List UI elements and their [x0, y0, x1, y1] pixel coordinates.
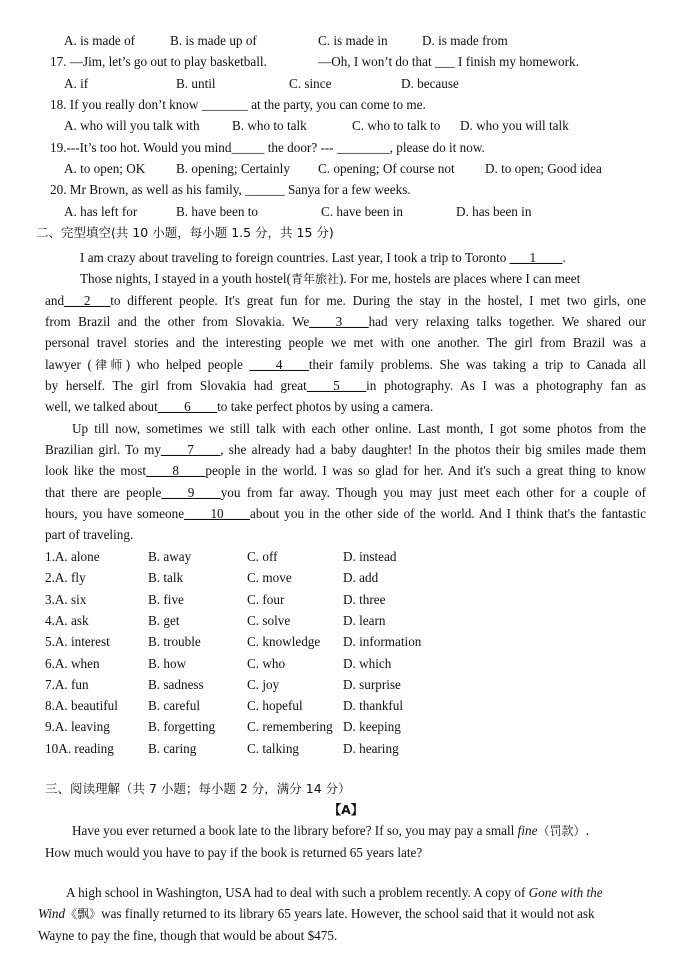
cloze-option-9-a: 9.A. leaving [45, 719, 110, 735]
cloze-option-4-d: D. learn [343, 612, 386, 628]
question-stem: 18. If you really don’t know _______ at the party, you can come to me. [50, 97, 426, 112]
passage-line: lawyer (律师) who helped people ____4____their family problems. She was taking a trip to Canada all [45, 357, 646, 372]
passage-line: Wind《飘》was finally returned to its library 65 years late. However, the school said that it would not ask [38, 906, 595, 921]
cloze-option-7-c: C. joy [247, 676, 280, 692]
option-c: C. have been in [321, 204, 404, 219]
cloze-option-9-c: C. remembering [247, 719, 333, 735]
cloze-option-4-c: C. solve [247, 612, 291, 628]
passage-line: look like the most____8____people in the world. I was so glad for her. And it's such a great thing to know [45, 463, 646, 478]
blank-6: ____6____ [157, 399, 218, 414]
cloze-option-8-b: B. careful [148, 698, 200, 714]
option-a: A. to open; OK [64, 161, 146, 176]
cloze-option-8-a: 8.A. beautiful [45, 698, 118, 714]
cloze-option-10-b: B. caring [148, 740, 197, 756]
cloze-option-8-d: D. thankful [343, 698, 404, 714]
cloze-option-2-d: D. add [343, 570, 379, 586]
cloze-option-10-c: C. talking [247, 740, 300, 756]
passage-line: Wayne to pay the fine, though that would be about $475. [38, 928, 338, 943]
cloze-option-3-d: D. three [343, 591, 386, 607]
blank-1: ___1____ [509, 250, 563, 265]
option-d: D. who you will talk [460, 118, 569, 133]
passage-line: that there are people____9____you from far away. Though you may just meet each other for a couple of [45, 485, 646, 500]
cloze-option-2-a: 2.A. fly [45, 570, 86, 586]
option-a: A. who will you talk with [64, 118, 200, 133]
cloze-option-3-a: 3.A. six [45, 591, 87, 607]
passage-line: Those nights, I stayed in a youth hostel(青年旅社). For me, hostels are places where I can meet [80, 271, 581, 286]
option-d: D. because [401, 76, 459, 91]
passage-line: and___2___to different people. It's great fun for me. During the stay in the hostel, I met two girls, one [45, 293, 646, 308]
question-stem: 17. —Jim, let’s go out to play basketball. [50, 54, 267, 69]
passage-line: well, we talked about____6____to take perfect photos by using a camera. [45, 399, 434, 414]
cloze-option-7-a: 7.A. fun [45, 676, 89, 692]
cloze-option-8-c: C. hopeful [247, 698, 303, 714]
option-b: B. is made up of [170, 33, 257, 48]
cloze-option-4-a: 4.A. ask [45, 612, 89, 628]
blank-8: ____8____ [146, 463, 206, 478]
cloze-option-7-d: D. surprise [343, 676, 401, 692]
option-b: B. until [176, 76, 216, 91]
question-stem: 20. Mr Brown, as well as his family, ______ Sanya for a few weeks. [50, 182, 411, 197]
passage-line: personal travel stories and the interesting people we met with one another. The girl from Brazil was a [45, 335, 646, 350]
blank-2: ___2___ [64, 293, 111, 308]
passage-line: Have you ever returned a book late to the library before? If so, you may pay a small fine（罚款）. [72, 823, 590, 838]
cloze-option-5-a: 5.A. interest [45, 634, 110, 650]
passage-line: A high school in Washington, USA had to deal with such a problem recently. A copy of Gone with the [66, 885, 603, 900]
option-c: C. since [289, 76, 332, 91]
option-a: A. if [64, 76, 89, 91]
blank-9: ____9____ [161, 485, 221, 500]
cloze-option-5-c: C. knowledge [247, 634, 321, 650]
option-a: A. is made of [64, 33, 136, 48]
blank-5: ____5____ [306, 378, 367, 393]
cloze-option-2-b: B. talk [148, 570, 184, 586]
cloze-option-7-b: B. sadness [148, 676, 204, 692]
cloze-option-1-c: C. off [247, 549, 278, 564]
passage-line: Brazilian girl. To my____7____, she already had a baby daughter! In the photos their big smiles made them [45, 442, 646, 457]
cloze-option-6-b: B. how [148, 655, 187, 671]
passage-line: Up till now, sometimes we still talk with each other online. Last month, I got some photos from the [72, 421, 646, 436]
cloze-option-10-a: 10A. reading [45, 740, 114, 756]
passage-line: by herself. The girl from Slovakia had great____5____in photography. As I was a photography fan as [45, 378, 646, 393]
cloze-option-6-d: D. which [343, 655, 392, 671]
option-b: B. opening; Certainly [176, 161, 290, 176]
passage-line: part of traveling. [45, 527, 134, 542]
blank-4: ____4____ [249, 357, 309, 372]
blank-3: ____3____ [309, 314, 369, 329]
option-c: C. is made in [318, 33, 388, 48]
cloze-option-3-b: B. five [148, 591, 184, 607]
cloze-option-5-b: B. trouble [148, 634, 201, 650]
cloze-option-4-b: B. get [148, 612, 180, 628]
passage-line: hours, you have someone____10____about you in the other side of the world. And I think that's the fantastic [45, 506, 647, 521]
section-heading-cloze: 二、完型填空(共 10 小题，每小题 1.5 分，共 15 分) [36, 225, 334, 240]
option-b: B. who to talk [232, 118, 307, 133]
cloze-option-1-b: B. away [148, 549, 192, 564]
option-b: B. have been to [176, 204, 259, 219]
option-c: C. opening; Of course not [318, 161, 455, 176]
cloze-option-6-a: 6.A. when [45, 655, 100, 671]
option-d: D. to open; Good idea [485, 161, 602, 176]
cloze-option-2-c: C. move [247, 570, 292, 586]
cloze-option-1-a: 1.A. alone [45, 549, 100, 564]
cloze-option-9-d: D. keeping [343, 719, 401, 735]
section-heading-reading: 三、阅读理解（共 7 小题；每小题 2 分，满分 14 分） [45, 781, 351, 796]
question-stem: 19.---It’s too hot. Would you mind_____ the door? --- ________, please do it now. [50, 140, 485, 155]
cloze-option-10-d: D. hearing [343, 740, 399, 756]
part-label: 【A】 [328, 802, 364, 817]
option-d: D. is made from [422, 33, 508, 48]
option-d: D. has been in [456, 204, 532, 219]
cloze-option-5-d: D. information [343, 634, 422, 650]
cloze-option-3-c: C. four [247, 591, 285, 607]
passage-line: I am crazy about traveling to foreign countries. Last year, I took a trip to Toronto ___1____. [80, 250, 566, 265]
cloze-option-9-b: B. forgetting [148, 719, 216, 735]
question-reply: —Oh, I won’t do that ___ I finish my homework. [318, 54, 579, 69]
option-a: A. has left for [64, 204, 138, 219]
blank-10: ____10____ [184, 506, 250, 521]
passage-line: from Brazil and the other from Slovakia. We____3____had very relaxing talks together. We shared our [45, 314, 646, 329]
passage-line: How much would you have to pay if the book is returned 65 years late? [45, 845, 423, 860]
blank-7: ____7____ [160, 442, 221, 457]
cloze-option-1-d: D. instead [343, 549, 397, 564]
option-c: C. who to talk to [352, 118, 441, 133]
cloze-option-6-c: C. who [247, 655, 286, 671]
